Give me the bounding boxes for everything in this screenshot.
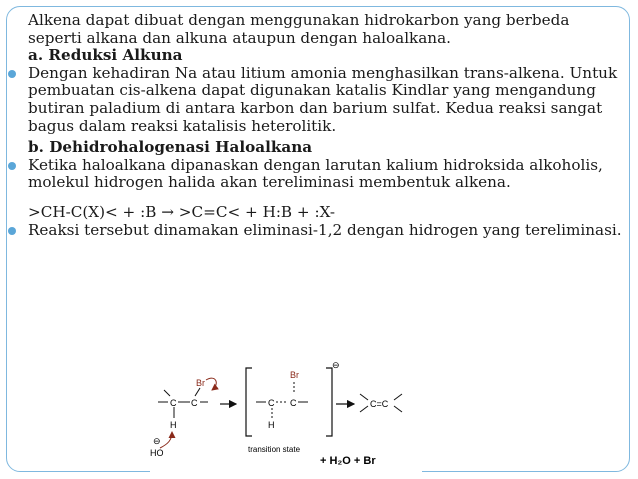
br-atom-mid: Br	[290, 370, 299, 380]
transition-state-caption: transition state	[248, 445, 301, 454]
byproducts-label: + H₂O + Br	[320, 455, 376, 467]
intro-text: Alkena dapat dibuat dengan menggunakan hidrokarbon yang berbeda seperti alkana dan alkuna ataupun dengan haloalkana.	[28, 11, 570, 47]
mechanism-svg	[150, 360, 422, 472]
slide-content	[28, 12, 624, 239]
bullet-dot-icon	[8, 227, 16, 235]
bullet-eliminasi	[28, 222, 624, 240]
br-atom-left: Br	[196, 378, 205, 388]
h-atom-left: H	[170, 420, 177, 430]
bullet-reduksi-text: Dengan kehadiran Na atau litium amonia menghasilkan trans-alkena. Untuk pembuatan cis-alkena dapat digunakan katalis Kindlar yang mengandung butiran paladium di antara karbon dan barium sulfat. Kedua reaksi sangat bagus dalam reaksi katalisis heterolitik.	[28, 63, 618, 135]
ts-charge: ⊖	[332, 360, 340, 370]
reaction-equation: >CH-C(X)< + :B → >C=C< + H:B + :X-	[28, 202, 335, 221]
c-atom-ts-right: C	[290, 398, 297, 408]
bullet-eliminasi-text: Reaksi tersebut dinamakan eliminasi-1,2 dengan hidrogen yang tereliminasi.	[28, 220, 622, 239]
bullet-reduksi	[28, 65, 624, 135]
alkene-label: C=C	[370, 399, 389, 409]
bullet-dot-icon	[8, 162, 16, 170]
transition-state	[246, 360, 340, 436]
bullet-dehidrohalogenasi-text: Ketika haloalkana dipanaskan dengan larutan kalium hidroksida alkoholis, molekul hidrogen halida akan tereliminasi membentuk alkena.	[28, 155, 603, 192]
reactant-structure	[150, 378, 216, 458]
c-atom-ts-left: C	[268, 398, 275, 408]
elimination-mechanism-diagram	[150, 360, 422, 472]
alkene-product	[360, 394, 402, 412]
heading-reduksi-alkuna: a. Reduksi Alkuna	[28, 46, 183, 65]
hydroxide-charge: ⊖	[153, 436, 161, 446]
h-atom-mid: H	[268, 420, 275, 430]
c-atom-left: C	[170, 398, 177, 408]
c-atom-right: C	[191, 398, 198, 408]
bullet-dot-icon	[8, 70, 16, 78]
heading-dehidrohalogenasi: b. Dehidrohalogenasi Haloalkana	[28, 138, 313, 157]
bullet-dehidrohalogenasi	[28, 157, 624, 192]
hydroxide-label: HO	[150, 448, 164, 458]
